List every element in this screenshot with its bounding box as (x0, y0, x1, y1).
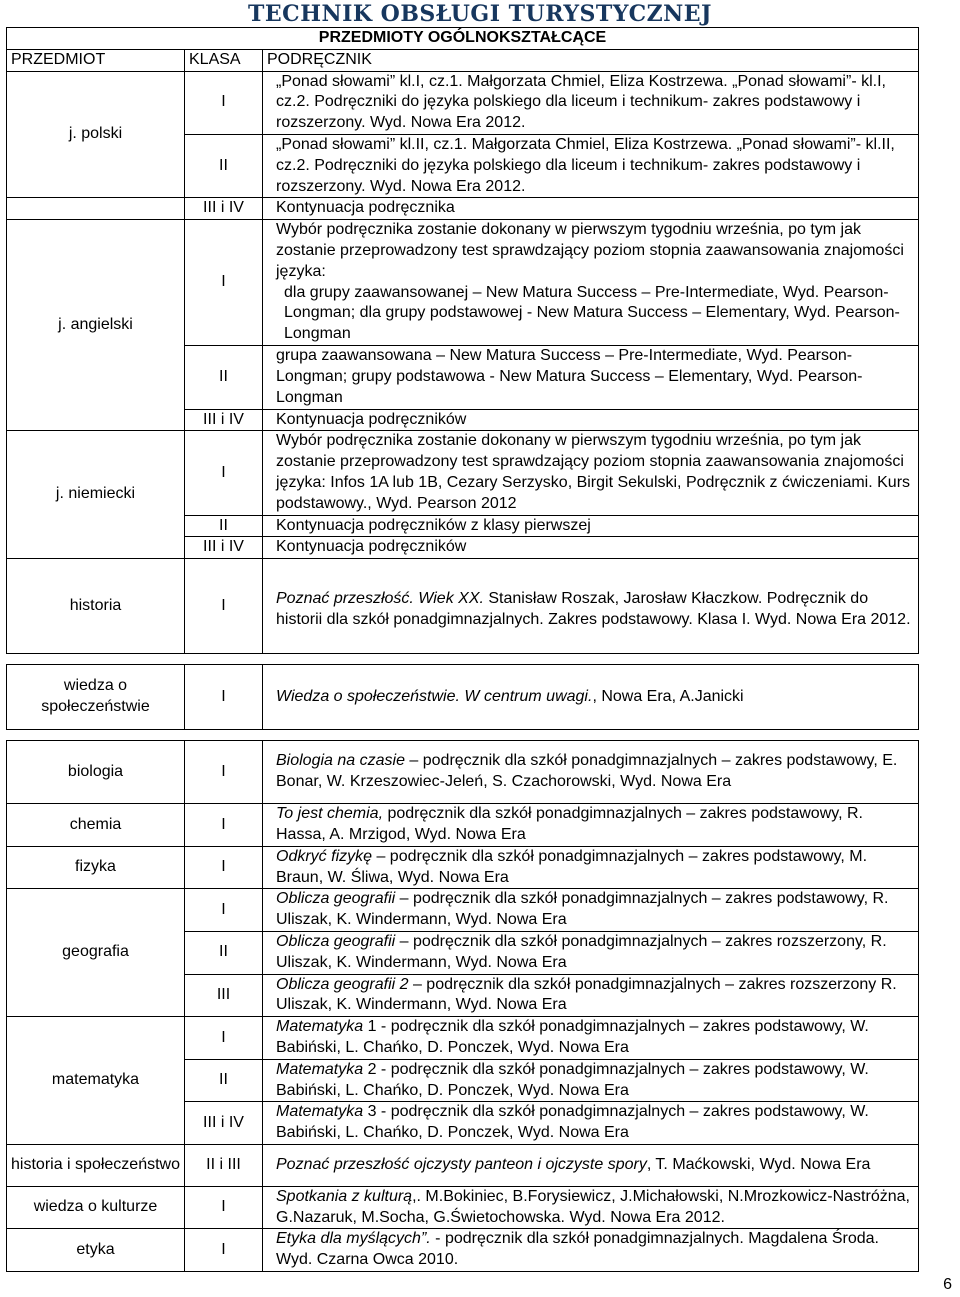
subject-cell: historia i społeczeństwo (7, 1144, 185, 1186)
book-cell (263, 889, 919, 932)
book-cell (263, 1186, 919, 1229)
class-cell: II (185, 931, 263, 974)
book-text: dla grupy zaawansowanej – New Matura Success – Pre-Intermediate, Wyd. Pearson-Longman; dla grupy podstawowej - New Matura Success – Elementary, Wyd. Pearson-Longman (284, 283, 900, 343)
book-text: – podręcznik dla szkół ponadgimnazjalnych – zakres rozszerzony R. Uliszak, K. Windermann, Wyd. Nowa Era (276, 975, 897, 1014)
book-text: 1 - podręcznik dla szkół ponadgimnazjalnych – zakres podstawowy, W. Babiński, L. Chańko, D. Ponczek, Wyd. Nowa Era (276, 1018, 869, 1056)
book-text: – podręcznik dla szkół ponadgimnazjalnych – zakres podstawowy, R. Uliszak, K. Windermann, Wyd. Nowa Era (276, 890, 889, 929)
book-title: Odkryć fizykę (276, 847, 373, 865)
class-cell: I (185, 431, 263, 515)
book-cell (263, 1017, 919, 1060)
book-cell: „Ponad słowami” kl.I, cz.1. Małgorzata Chmiel, Eliza Kostrzewa. „Ponad słowami”- kl.I, cz.2. Podręczniki do języka polskiego dla liceum i technikum- zakres podstawowy i rozszerzony. Wyd. Nowa Era 2012. (263, 71, 919, 134)
class-cell: I (185, 1017, 263, 1060)
page-number: 6 (943, 1276, 952, 1293)
class-cell: I (185, 1186, 263, 1229)
subject-cell: biologia (7, 741, 185, 804)
book-text: Wybór podręcznika zostanie dokonany w pierwszym tygodniu września, po tym jak zostanie przeprowadzony test sprawdzający poziom stopnia zaawansowania znajomości języka: (276, 221, 904, 280)
subject-cell: j. polski (7, 71, 185, 198)
subject-cell: chemia (7, 804, 185, 847)
class-cell: I (185, 220, 263, 346)
book-cell (263, 974, 919, 1017)
book-title: Biologia na czasie (276, 752, 405, 770)
book-cell (263, 559, 919, 654)
class-cell: I (185, 741, 263, 804)
class-cell: II i III (185, 1144, 263, 1186)
class-cell: I (185, 889, 263, 932)
subject-cell: etyka (7, 1229, 185, 1272)
textbook-table (6, 27, 919, 1272)
subject-cell: matematyka (7, 1017, 185, 1145)
book-text: Stanisław Roszak, Jarosław Kłaczkow. Podręcznik do historii dla szkół ponadgimnazjalnych. Zakres podstawowy. Klasa I. Wyd. Nowa Era 2012. (276, 590, 911, 629)
class-cell: II (185, 1059, 263, 1102)
book-cell (263, 804, 919, 847)
book-text: – podręcznik dla szkół ponadgimnazjalnych – zakres podstawowy, M. Braun, W. Śliwa, Wyd. Nowa Era (276, 847, 868, 886)
book-title: Oblicza geografii (276, 890, 396, 908)
book-cell: Kontynuacja podręczników z klasy pierwszej (263, 515, 919, 537)
book-title: Spotkania z kulturą (276, 1187, 413, 1205)
book-cell: „Ponad słowami” kl.II, cz.1. Małgorzata Chmiel, Eliza Kostrzewa. „Ponad słowami”- kl.II, cz.2. Podręczniki do języka polskiego dla liceum i technikum- zakres podstawowy i rozszerzony. Wyd. Nowa Era 2012. (263, 134, 919, 197)
class-cell: III i IV (185, 198, 263, 220)
class-cell: II (185, 515, 263, 537)
book-text: 2 - podręcznik dla szkół ponadgimnazjalnych – zakres podstawowy, W. Babiński, L. Chańko, D. Ponczek, Wyd. Nowa Era (276, 1060, 869, 1099)
book-cell (263, 665, 919, 730)
book-title: To jest chemia, (276, 805, 384, 823)
book-text: podręcznik dla szkół ponadgimnazjalnych – zakres podstawowy, R. Hassa, A. Mrzigod, Wyd. Nowa Era (276, 805, 863, 843)
book-text: , T. Maćkowski, Wyd. Nowa Era (646, 1155, 871, 1173)
class-cell: II (185, 134, 263, 197)
book-cell (263, 846, 919, 889)
book-cell (263, 931, 919, 974)
book-text: – podręcznik dla szkół ponadgimnazjalnych – zakres podstawowy, E. Bonar, W. Krzeszowiec-Jeleń, S. Czachorowski, Wyd. Nowa Era (276, 752, 898, 791)
section-header: PRZEDMIOTY OGÓLNOKSZTAŁCĄCE (7, 28, 919, 50)
class-cell: III i IV (185, 409, 263, 431)
book-text: - podręcznik dla szkół ponadgimnazjalnych. Magdalena Środa. Wyd. Czarna Owca 2010. (276, 1230, 879, 1269)
book-cell: Wybór podręcznika zostanie dokonany w pierwszym tygodniu września, po tym jak zostanie przeprowadzony test sprawdzający poziom stopnia zaawansowania znajomości języka: Infos 1A lub 1B, Cezary Serzysko, Birgit Sekulski, Podręcznik z ćwiczeniami. Kurs podstawowy., Wyd. Pearson 2012 (263, 431, 919, 515)
class-cell: II (185, 346, 263, 409)
book-title: Poznać przeszłość. Wiek XX. (276, 590, 484, 608)
class-cell: III (185, 974, 263, 1017)
col-book: PODRĘCZNIK (263, 49, 919, 71)
book-text: , Nowa Era, A.Janicki (592, 687, 744, 705)
book-title: Wiedza o społeczeństwie. W centrum uwagi. (276, 687, 593, 705)
book-text: ,. M.Bokiniec, B.Forysiewicz, J.Michałowski, N.Mrozkowicz-Nastróżna, G.Nazaruk, M.Socha, G.Świetochowska. Wyd. Nowa Era 2012. (276, 1187, 910, 1226)
subject-cell: wiedza o kulturze (7, 1186, 185, 1229)
book-cell: Kontynuacja podręczników (263, 409, 919, 431)
book-text: 3 - podręcznik dla szkół ponadgimnazjalnych – zakres podstawowy, W. Babiński, L. Chańko, D. Ponczek, Wyd. Nowa Era (276, 1103, 869, 1142)
book-title: Matematyka (276, 1103, 364, 1121)
class-cell: I (185, 71, 263, 134)
class-cell: I (185, 846, 263, 889)
class-cell: III i IV (185, 1102, 263, 1145)
book-title: Matematyka (276, 1018, 364, 1036)
book-cell (263, 1059, 919, 1102)
book-title: Etyka dla myślących”. (276, 1230, 431, 1248)
subject-cell: fizyka (7, 846, 185, 889)
subject-cell: j. niemiecki (7, 431, 185, 559)
subject-cell: wiedza o społeczeństwie (7, 665, 185, 730)
class-cell: III i IV (185, 537, 263, 559)
book-title: Oblicza geografii (276, 932, 396, 950)
page-title: TECHNIK OBSŁUGI TURYSTYCZNEJ (248, 1, 712, 27)
class-cell: I (185, 804, 263, 847)
class-cell: I (185, 1229, 263, 1272)
book-cell (263, 1144, 919, 1186)
book-cell: Kontynuacja podręczników (263, 537, 919, 559)
subject-cell: historia (7, 559, 185, 654)
col-subject: PRZEDMIOT (7, 49, 185, 71)
book-cell: Kontynuacja podręcznika (263, 198, 919, 220)
book-cell (263, 1102, 919, 1145)
book-title: Oblicza geografii 2 (276, 975, 409, 993)
class-cell: I (185, 559, 263, 654)
subject-cell: j. angielski (7, 220, 185, 431)
book-title: Poznać przeszłość ojczysty panteon i ojczyste spory (276, 1155, 647, 1173)
book-cell (263, 741, 919, 804)
book-cell (263, 220, 919, 346)
subject-cell: geografia (7, 889, 185, 1017)
col-class: KLASA (185, 49, 263, 71)
book-cell: grupa zaawansowana – New Matura Success – Pre-Intermediate, Wyd. Pearson-Longman; grupy podstawowa - New Matura Success – Elementary, Wyd. Pearson-Longman (263, 346, 919, 409)
book-title: Matematyka (276, 1060, 364, 1078)
book-cell (263, 1229, 919, 1272)
class-cell: I (185, 665, 263, 730)
book-text: – podręcznik dla szkół ponadgimnazjalnych – zakres rozszerzony, R. Uliszak, K. Windermann, Wyd. Nowa Era (276, 932, 887, 971)
